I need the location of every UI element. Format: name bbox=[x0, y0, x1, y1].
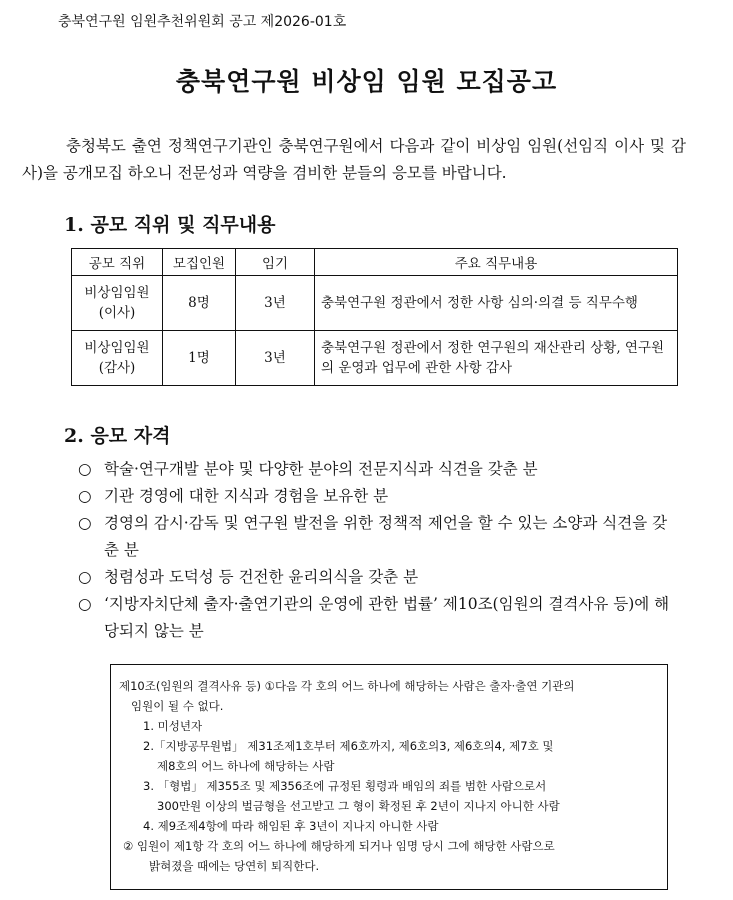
position-name: 비상임임원 bbox=[84, 340, 150, 356]
circle-bullet-icon: ○ bbox=[78, 460, 92, 478]
law-excerpt-box bbox=[110, 664, 668, 890]
law-line: 300만원 이상의 벌금형을 선고받고 그 형이 확정된 후 2년이 지나지 아니한 사람 bbox=[157, 799, 560, 813]
count-cell: 8명 bbox=[163, 276, 236, 331]
circle-bullet-icon: ○ bbox=[78, 487, 92, 505]
qualification-text: 경영의 감시·감독 및 연구원 발전을 위한 정책적 제언을 할 수 있는 소양과 식견을 갖춘 분 bbox=[104, 514, 668, 559]
column-header: 모집인원 bbox=[163, 249, 236, 276]
column-header: 임기 bbox=[236, 249, 315, 276]
page-title: 충북연구원 비상임 임원 모집공고 bbox=[175, 67, 558, 96]
law-line: 4. 제9조제4항에 따라 해임된 후 3년이 지나지 아니한 사람 bbox=[143, 819, 439, 833]
position-type: (감사) bbox=[98, 360, 136, 376]
circle-bullet-icon: ○ bbox=[78, 514, 92, 532]
law-line: 3. 「형법」 제355조 및 제356조에 규정된 횡령과 배임의 죄를 범한 사람으로서 bbox=[143, 779, 547, 793]
law-line: 1. 미성년자 bbox=[143, 719, 203, 733]
term-cell: 3년 bbox=[236, 276, 315, 331]
position-cell bbox=[72, 331, 163, 386]
qualification-text: 학술·연구개발 분야 및 다양한 분야의 전문지식과 식견을 갖춘 분 bbox=[104, 460, 538, 478]
list-item bbox=[78, 510, 678, 564]
qualification-text: 청렴성과 도덕성 등 건전한 윤리의식을 갖춘 분 bbox=[104, 568, 419, 586]
position-type: (이사) bbox=[98, 305, 136, 321]
section-heading-qualifications: 2. 응모 자격 bbox=[64, 425, 171, 447]
list-item bbox=[78, 564, 678, 591]
qualifications-list bbox=[78, 456, 678, 645]
position-cell bbox=[72, 276, 163, 331]
circle-bullet-icon: ○ bbox=[78, 595, 92, 613]
column-header: 주요 직무내용 bbox=[315, 249, 678, 276]
list-item bbox=[78, 591, 678, 645]
table-row bbox=[72, 276, 678, 331]
duty-cell: 충북연구원 정관에서 정한 사항 심의·의결 등 직무수행 bbox=[315, 276, 678, 331]
column-header: 공모 직위 bbox=[72, 249, 163, 276]
law-line: ② 임원이 제1항 각 호의 어느 하나에 해당하게 되거나 임명 당시 그에 해당한 사람으로 bbox=[123, 839, 555, 853]
intro-paragraph: 충청북도 출연 정책연구기관인 충북연구원에서 다음과 같이 비상임 임원(선임직 이사 및 감사)을 공개모집 하오니 전문성과 역량을 겸비한 분들의 응모를 바랍니다. bbox=[22, 137, 686, 182]
law-line: 밝혀졌을 때에는 당연히 퇴직한다. bbox=[149, 859, 320, 873]
list-item bbox=[78, 456, 678, 483]
notice-number: 충북연구원 임원추천위원회 공고 제2026-01호 bbox=[58, 14, 347, 30]
table-header-row bbox=[72, 249, 678, 276]
positions-table bbox=[71, 248, 678, 386]
duty-cell: 충북연구원 정관에서 정한 연구원의 재산관리 상황, 연구원의 운영과 업무에 관한 사항 감사 bbox=[315, 331, 678, 386]
term-cell: 3년 bbox=[236, 331, 315, 386]
position-name: 비상임임원 bbox=[84, 285, 150, 301]
circle-bullet-icon: ○ bbox=[78, 568, 92, 586]
count-cell: 1명 bbox=[163, 331, 236, 386]
section-heading-positions: 1. 공모 직위 및 직무내용 bbox=[64, 214, 276, 236]
table-row bbox=[72, 331, 678, 386]
list-item bbox=[78, 483, 678, 510]
law-line: 제10조(임원의 결격사유 등) ①다음 각 호의 어느 하나에 해당하는 사람은 출자·출연 기관의 bbox=[119, 679, 575, 693]
qualification-text: 기관 경영에 대한 지식과 경험을 보유한 분 bbox=[104, 487, 389, 505]
law-line: 임원이 될 수 없다. bbox=[131, 699, 224, 713]
law-line: 제8호의 어느 하나에 해당하는 사람 bbox=[157, 759, 335, 773]
qualification-text: ‘지방자치단체 출자·출연기관의 운영에 관한 법률’ 제10조(임원의 결격사유 등)에 해당되지 않는 분 bbox=[104, 595, 670, 640]
law-line: 2.「지방공무원법」 제31조제1호부터 제6호까지, 제6호의3, 제6호의4, 제7호 및 bbox=[143, 739, 554, 753]
